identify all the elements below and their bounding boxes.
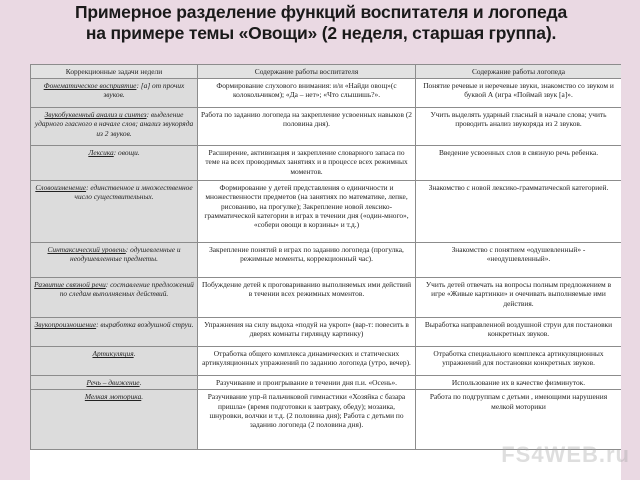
task-label: Развитие связной речи bbox=[34, 280, 106, 290]
task-cell bbox=[31, 146, 198, 181]
table-row bbox=[31, 108, 622, 146]
speech-therapist-cell: Отработка специального комплекса артикуляционных упражнений для постановки конкретных звуков. bbox=[416, 347, 622, 376]
task-cell bbox=[31, 278, 198, 318]
table-row bbox=[31, 390, 622, 450]
educator-cell: Формирование у детей представления о единичности и множественности предметов (на занятиях по математике, лепке, рисованию, на прогулке); Закрепление новой лексико-грамматической категории в играх в течении дня («один-много», «собери овощи в корзины» и т.д.) bbox=[198, 181, 416, 243]
task-description: : [a] от прочих звуков. bbox=[103, 81, 185, 100]
educator-cell: Формирование слухового внимания: и/и «Найди овощ»(с колокольчиком); «Да – нет»; «Что слышишь?». bbox=[198, 79, 416, 108]
header-tasks: Коррекционные задачи недели bbox=[31, 65, 198, 79]
task-description: . bbox=[139, 378, 142, 388]
functions-table-container bbox=[30, 64, 621, 480]
speech-therapist-cell: Учить выделять ударный гласный в начале слова; учить проводить анализ звукоряда из 2 звуков. bbox=[416, 108, 622, 146]
task-cell bbox=[31, 243, 198, 278]
speech-therapist-cell: Знакомство с понятием «одушевленный» - «неодушевленный». bbox=[416, 243, 622, 278]
task-cell bbox=[31, 347, 198, 376]
task-cell bbox=[31, 318, 198, 347]
task-label: Мелкая моторика bbox=[84, 392, 142, 402]
table-row bbox=[31, 376, 622, 390]
watermark: FS4WEB.ru bbox=[501, 442, 630, 467]
speech-therapist-cell: Знакомство с новой лексико-грамматической категорией. bbox=[416, 181, 622, 243]
task-description: : выделение ударного гласного в начале слов; анализ звукоряда из 2 звуков. bbox=[34, 110, 194, 138]
task-description: : единственное и множественное число существительных. bbox=[74, 183, 193, 202]
task-description: : одушевленные и неодушевленные предметы. bbox=[70, 245, 181, 264]
table-row bbox=[31, 318, 622, 347]
header-speech-therapist: Содержание работы логопеда bbox=[416, 65, 622, 79]
task-label: Словоизменение bbox=[35, 183, 87, 193]
table-row bbox=[31, 243, 622, 278]
educator-cell: Разучивание и проигрывание в течении дня п.и. «Осень». bbox=[198, 376, 416, 390]
table-header-row bbox=[31, 65, 622, 79]
table-row bbox=[31, 146, 622, 181]
educator-cell: Расширение, активизация и закрепление словарного запаса по теме на всех проводимых занятиях и в процессе всех режимных моментов. bbox=[198, 146, 416, 181]
task-cell bbox=[31, 181, 198, 243]
task-cell bbox=[31, 376, 198, 390]
task-label: Лексика bbox=[88, 148, 114, 158]
educator-cell: Разучивание упр-й пальчиковой гимнастики «Хозяйка с базара пришла» (время подготовки к завтраку, обеду); мозаика, шнуровки, волчки и т.д. (2 половина дня); Работа с детьми по заданию логопеда (2 половина дня). bbox=[198, 390, 416, 450]
title-line-2: на примере темы «Овощи» (2 неделя, старшая группа). bbox=[85, 23, 557, 43]
speech-therapist-cell: Учить детей отвечать на вопросы полным предложением в игре «Живые картинки» и очечивать выполняемые ими действия. bbox=[416, 278, 622, 318]
task-description: : составление предложений по следам выполняемых действий. bbox=[59, 280, 194, 299]
educator-cell: Отработка общего комплекса динамических и статических артикуляционных упражнений по заданию логопеда (утро, вечер). bbox=[198, 347, 416, 376]
header-educator: Содержание работы воспитателя bbox=[198, 65, 416, 79]
educator-cell: Упражнения на силу выдоха «подуй на укроп» (вар-т: повесить в дверях комнаты гирлянду картинку) bbox=[198, 318, 416, 347]
functions-table bbox=[30, 64, 621, 450]
task-description: : овощи. bbox=[113, 148, 140, 158]
task-description: : выработка воздушной струи. bbox=[96, 320, 194, 330]
table-row bbox=[31, 278, 622, 318]
speech-therapist-cell: Выработка направленной воздушной струи для постановки конкретных звуков. bbox=[416, 318, 622, 347]
speech-therapist-cell: Введение усвоенных слов в связную речь ребенка. bbox=[416, 146, 622, 181]
task-label: Артикуляция bbox=[92, 349, 134, 359]
educator-cell: Работа по заданию логопеда на закрепление усвоенных навыков (2 половина дня). bbox=[198, 108, 416, 146]
task-label: Звукобуквенный анализ и синтез bbox=[44, 110, 147, 120]
task-label: Синтаксический уровень bbox=[47, 245, 126, 255]
task-cell bbox=[31, 108, 198, 146]
task-cell bbox=[31, 390, 198, 450]
task-label: Звукопроизношение bbox=[34, 320, 97, 330]
speech-therapist-cell: Использование их в качестве физминуток. bbox=[416, 376, 622, 390]
educator-cell: Побуждение детей к проговариванию выполняемых ими действий в течении всех режимных моментов. bbox=[198, 278, 416, 318]
page-title bbox=[12, 2, 630, 44]
task-description: . bbox=[133, 349, 136, 359]
table-row bbox=[31, 181, 622, 243]
task-description: . bbox=[141, 392, 144, 402]
speech-therapist-cell: Понятие речевые и неречевые звуки, знакомство со звуком и буквой А (игра «Поймай звук [а]». bbox=[416, 79, 622, 108]
educator-cell: Закрепление понятий в играх по заданию логопеда (прогулка, режимные моменты, коррекционный час). bbox=[198, 243, 416, 278]
task-cell bbox=[31, 79, 198, 108]
table-row bbox=[31, 79, 622, 108]
speech-therapist-cell: Работа по подгруппам с детьми , имеющими нарушения мелкой моторики bbox=[416, 390, 622, 450]
task-label: Речь – движение bbox=[86, 378, 140, 388]
title-line-1: Примерное разделение функций воспитателя и логопеда bbox=[75, 2, 567, 22]
table-row bbox=[31, 347, 622, 376]
task-label: Фонематическое восприятие bbox=[43, 81, 137, 91]
